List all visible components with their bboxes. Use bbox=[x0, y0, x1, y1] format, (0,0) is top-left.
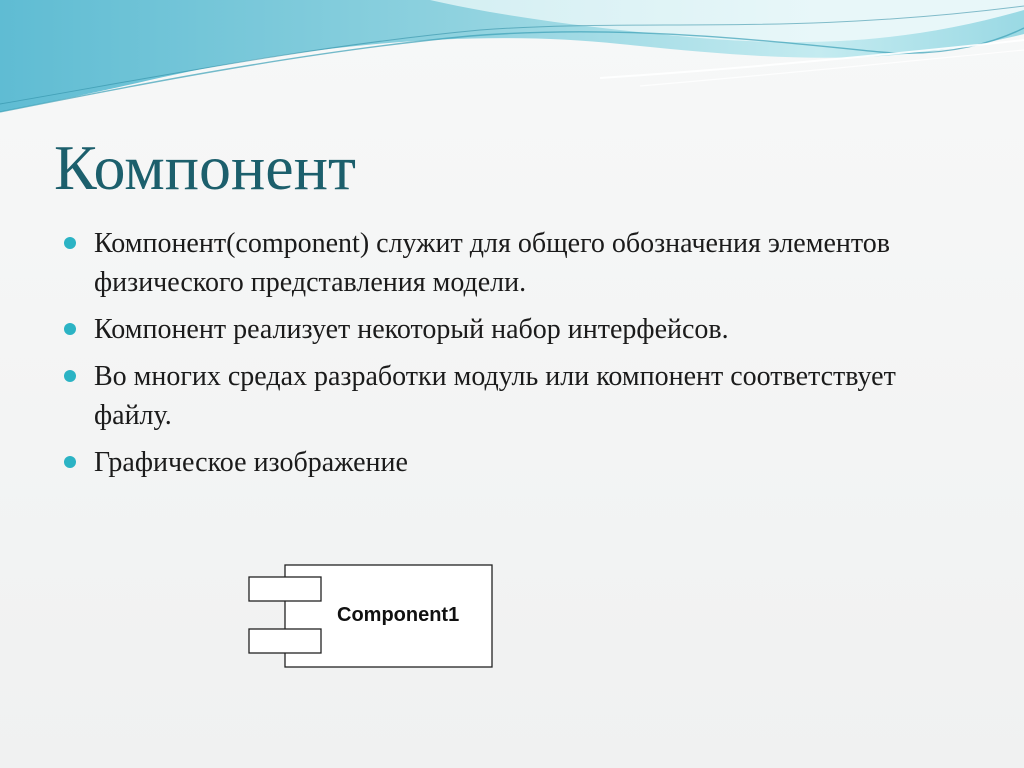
bullet-text: Компонент(component) служит для общего обозначения элементов физического представления модели. bbox=[94, 228, 890, 298]
bullet-item bbox=[60, 310, 940, 349]
slide-title: Компонент bbox=[54, 132, 356, 203]
component-port-bottom bbox=[249, 629, 321, 653]
bullet-item bbox=[60, 224, 940, 302]
bullet-text: Компонент реализует некоторый набор интерфейсов. bbox=[94, 314, 729, 345]
bullet-marker-icon bbox=[64, 456, 76, 468]
bullet-item bbox=[60, 357, 940, 435]
bullet-marker-icon bbox=[64, 237, 76, 249]
component-port-top bbox=[249, 577, 321, 601]
bullet-text: Графическое изображение bbox=[94, 447, 408, 478]
uml-component-diagram bbox=[246, 562, 496, 670]
bullet-marker-icon bbox=[64, 323, 76, 335]
bullet-text: Во многих средах разработки модуль или компонент соответствует файлу. bbox=[94, 361, 896, 431]
header-wave-decoration bbox=[0, 0, 1024, 130]
bullet-list bbox=[60, 224, 940, 490]
bullet-item bbox=[60, 443, 940, 482]
bullet-marker-icon bbox=[64, 370, 76, 382]
component-name-label: Component1 bbox=[337, 604, 460, 626]
